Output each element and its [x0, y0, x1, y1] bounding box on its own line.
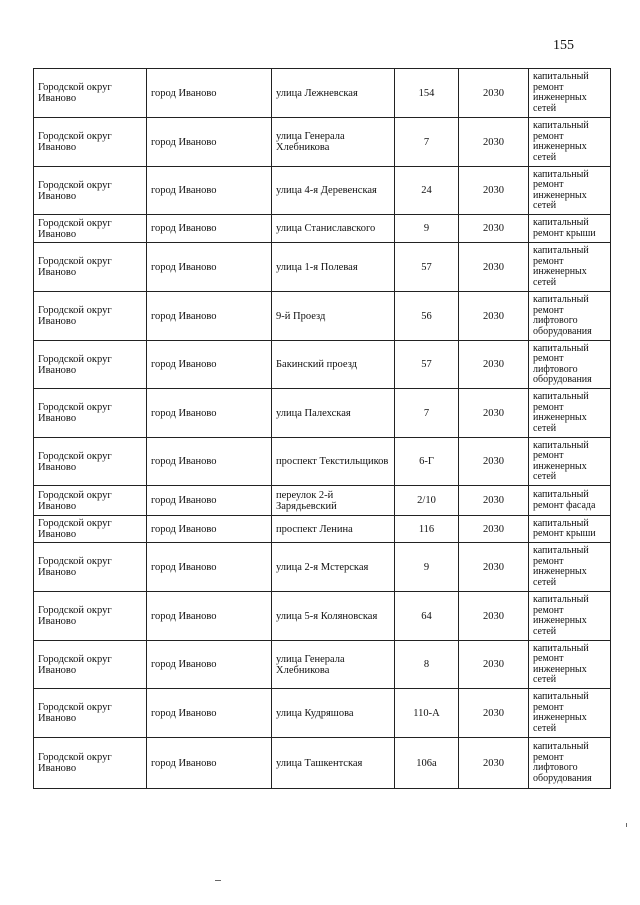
work-type-cell: капитальный ремонт инженерных сетей	[529, 69, 611, 118]
house-number-cell: 110-А	[395, 689, 459, 738]
municipality-cell: Городской округ Иваново	[34, 118, 147, 167]
work-type-cell: капитальный ремонт лифтового оборудования	[529, 738, 611, 789]
municipality-cell: Городской округ Иваново	[34, 69, 147, 118]
year-cell: 2030	[459, 738, 529, 789]
table-row	[34, 389, 611, 438]
work-type-cell: капитальный ремонт инженерных сетей	[529, 389, 611, 438]
house-number-cell: 57	[395, 341, 459, 389]
scan-mark	[626, 823, 627, 827]
work-type-cell: капитальный ремонт инженерных сетей	[529, 592, 611, 641]
house-number-cell: 9	[395, 215, 459, 243]
house-number-cell: 154	[395, 69, 459, 118]
year-cell: 2030	[459, 118, 529, 167]
table-row	[34, 69, 611, 118]
settlement-cell: город Иваново	[147, 243, 272, 292]
street-cell: улица 2-я Мстерская	[272, 543, 395, 592]
table-row	[34, 516, 611, 543]
municipality-cell: Городской округ Иваново	[34, 389, 147, 438]
table-row	[34, 167, 611, 215]
table-row	[34, 641, 611, 689]
work-type-cell: капитальный ремонт инженерных сетей	[529, 641, 611, 689]
municipality-cell: Городской округ Иваново	[34, 486, 147, 516]
house-number-cell: 64	[395, 592, 459, 641]
settlement-cell: город Иваново	[147, 592, 272, 641]
municipality-cell: Городской округ Иваново	[34, 592, 147, 641]
year-cell: 2030	[459, 389, 529, 438]
settlement-cell: город Иваново	[147, 689, 272, 738]
street-cell: проспект Текстильщиков	[272, 438, 395, 486]
house-number-cell: 116	[395, 516, 459, 543]
municipality-cell: Городской округ Иваново	[34, 167, 147, 215]
street-cell: улица Станиславского	[272, 215, 395, 243]
year-cell: 2030	[459, 341, 529, 389]
municipality-cell: Городской округ Иваново	[34, 292, 147, 341]
table-row	[34, 341, 611, 389]
year-cell: 2030	[459, 689, 529, 738]
street-cell: переулок 2-й Зарядьевский	[272, 486, 395, 516]
table-body	[34, 69, 611, 789]
house-number-cell: 57	[395, 243, 459, 292]
street-cell: проспект Ленина	[272, 516, 395, 543]
work-type-cell: капитальный ремонт инженерных сетей	[529, 438, 611, 486]
year-cell: 2030	[459, 543, 529, 592]
street-cell: Бакинский проезд	[272, 341, 395, 389]
street-cell: улица Лежневская	[272, 69, 395, 118]
work-type-cell: капитальный ремонт лифтового оборудования	[529, 341, 611, 389]
table-row	[34, 438, 611, 486]
table-row	[34, 486, 611, 516]
house-number-cell: 56	[395, 292, 459, 341]
year-cell: 2030	[459, 592, 529, 641]
house-number-cell: 24	[395, 167, 459, 215]
work-type-cell: капитальный ремонт фасада	[529, 486, 611, 516]
house-number-cell: 9	[395, 543, 459, 592]
year-cell: 2030	[459, 215, 529, 243]
street-cell: улица Кудряшова	[272, 689, 395, 738]
settlement-cell: город Иваново	[147, 438, 272, 486]
settlement-cell: город Иваново	[147, 516, 272, 543]
year-cell: 2030	[459, 243, 529, 292]
settlement-cell: город Иваново	[147, 118, 272, 167]
year-cell: 2030	[459, 516, 529, 543]
work-type-cell: капитальный ремонт инженерных сетей	[529, 243, 611, 292]
year-cell: 2030	[459, 641, 529, 689]
municipality-cell: Городской округ Иваново	[34, 641, 147, 689]
work-type-cell: капитальный ремонт лифтового оборудования	[529, 292, 611, 341]
house-number-cell: 8	[395, 641, 459, 689]
street-cell: 9-й Проезд	[272, 292, 395, 341]
house-number-cell: 7	[395, 118, 459, 167]
settlement-cell: город Иваново	[147, 486, 272, 516]
table-row	[34, 689, 611, 738]
street-cell: улица 5-я Коляновская	[272, 592, 395, 641]
year-cell: 2030	[459, 292, 529, 341]
page-number: 155	[553, 38, 574, 53]
street-cell: улица 4-я Деревенская	[272, 167, 395, 215]
settlement-cell: город Иваново	[147, 641, 272, 689]
house-number-cell: 7	[395, 389, 459, 438]
work-type-cell: капитальный ремонт инженерных сетей	[529, 689, 611, 738]
municipality-cell: Городской округ Иваново	[34, 516, 147, 543]
year-cell: 2030	[459, 438, 529, 486]
street-cell: улица Палехская	[272, 389, 395, 438]
table-row	[34, 215, 611, 243]
table-row	[34, 738, 611, 789]
table-row	[34, 243, 611, 292]
year-cell: 2030	[459, 69, 529, 118]
municipality-cell: Городской округ Иваново	[34, 689, 147, 738]
street-cell: улица Генерала Хлебникова	[272, 118, 395, 167]
scan-mark	[215, 880, 221, 881]
table-row	[34, 592, 611, 641]
house-number-cell: 106а	[395, 738, 459, 789]
street-cell: улица Генерала Хлебникова	[272, 641, 395, 689]
year-cell: 2030	[459, 486, 529, 516]
work-type-cell: капитальный ремонт крыши	[529, 215, 611, 243]
house-number-cell: 2/10	[395, 486, 459, 516]
municipality-cell: Городской округ Иваново	[34, 438, 147, 486]
settlement-cell: город Иваново	[147, 292, 272, 341]
settlement-cell: город Иваново	[147, 167, 272, 215]
street-cell: улица 1-я Полевая	[272, 243, 395, 292]
municipality-cell: Городской округ Иваново	[34, 543, 147, 592]
year-cell: 2030	[459, 167, 529, 215]
table-row	[34, 292, 611, 341]
settlement-cell: город Иваново	[147, 389, 272, 438]
work-type-cell: капитальный ремонт инженерных сетей	[529, 543, 611, 592]
settlement-cell: город Иваново	[147, 341, 272, 389]
work-type-cell: капитальный ремонт крыши	[529, 516, 611, 543]
repair-schedule-table	[33, 68, 611, 789]
settlement-cell: город Иваново	[147, 69, 272, 118]
municipality-cell: Городской округ Иваново	[34, 243, 147, 292]
settlement-cell: город Иваново	[147, 215, 272, 243]
table-row	[34, 543, 611, 592]
municipality-cell: Городской округ Иваново	[34, 738, 147, 789]
work-type-cell: капитальный ремонт инженерных сетей	[529, 167, 611, 215]
table-row	[34, 118, 611, 167]
house-number-cell: 6-Г	[395, 438, 459, 486]
settlement-cell: город Иваново	[147, 738, 272, 789]
work-type-cell: капитальный ремонт инженерных сетей	[529, 118, 611, 167]
street-cell: улица Ташкентская	[272, 738, 395, 789]
municipality-cell: Городской округ Иваново	[34, 215, 147, 243]
settlement-cell: город Иваново	[147, 543, 272, 592]
municipality-cell: Городской округ Иваново	[34, 341, 147, 389]
